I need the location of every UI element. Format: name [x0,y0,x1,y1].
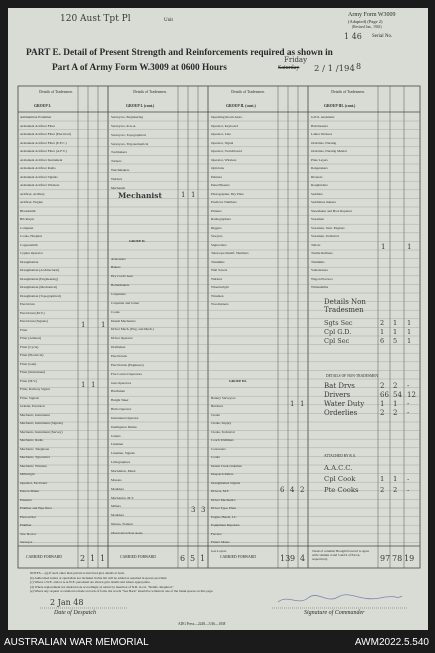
trade-row-label: Battery Surveyors [211,395,236,400]
trade-row-label: Valuationers [311,268,328,272]
elec-mv-we: 1 [81,321,86,329]
trade-row-label: Nurses, Trained [111,522,133,527]
trade-row-label: Coppersmith [20,242,38,247]
trade-row-label: Fire Control Operators [111,371,142,376]
trade-row-label: Wiremen [211,293,224,298]
carried-forward-value: 78 [392,554,403,563]
trade-row-label: Telescope Identif. Numbers [211,251,249,255]
entry-label: Drivers [324,391,351,399]
trade-row-label: Armament Artificer Fitter (Electrical) [20,132,72,136]
trade-row-label: Roughriders [311,183,328,187]
date-of-despatch-value: 2 Jan 48 [50,598,84,607]
carried-forward-value: 2 [80,554,86,563]
entry-label: A.A.C.C. [324,464,353,472]
trade-row-label: Mechanic, Instrument [20,412,50,417]
clerks-reinf: 1 [300,400,305,408]
trade-row-label: Predictor Numbers [211,200,237,204]
printer-line: ADG Press—2248—5/46—10M [178,622,226,626]
trade-row-label: Draughtsman (Mechanical) [20,285,58,289]
trade-row-label: Intelligence Duties [111,424,137,429]
trade-row-label: Storemen, Technical [311,234,339,238]
mechanist-posted: 1 [191,191,196,199]
trade-row-label: Instrument Operator [111,415,139,420]
trade-row-label: Bakers [111,265,121,270]
trade-row-label: Armament Artificer Wireless [20,183,60,187]
trade-row-label: Engine Hands, I.C. [211,514,237,519]
trade-row-label: Hairdressers [311,123,328,128]
entry-we: 2 [380,409,385,417]
trade-row-label: Linemen [111,442,124,447]
trade-row-label: Sawyers [211,234,223,238]
trade-row-label: Draughtsman (Engineering) [20,276,58,281]
totals-note: Totals of columns 'Brought forward' to agree with columns 4 and 5 and 6 of Part A, respectively. [312,549,370,561]
carried-forward-value: 4 [300,554,306,563]
trade-row-label: Mechanic, Typewriter [20,455,50,459]
mech-mt-posted: 3 [191,506,196,514]
col4-group-header: GROUP III. (cont.) [324,104,356,108]
entry-we: 2 [380,486,385,494]
drivers-mt-we: 6 [280,486,285,494]
trade-row-label: Plumber [20,523,32,527]
trade-row-label: Operator, Keyboard [211,123,238,128]
form-code: Army Form W3009 [348,12,396,18]
trade-row-label: G.P.O. Assistants [311,115,335,119]
entry-reinf: - [407,486,410,494]
note-line: NOTES.—(a) If such other than private is involved give details at back. [30,571,125,575]
storemen-tech-we: 1 [381,243,386,251]
trade-row-label: Carpenter and Joiner [111,300,140,305]
trade-row-label: Bricklayer [20,217,35,221]
entry-reinf: 1 [407,328,412,336]
trade-row-label: Armament Artificer Fitter (E.F.C.) [20,140,67,145]
trade-row-label: Saddletree makers [311,200,336,204]
form-page [8,8,428,630]
carried-forward-value: 5 [190,554,196,563]
trade-row-label: Opticians [211,166,224,170]
carried-forward-value: 1 [90,554,96,563]
trade-row-label: Mechanic, Telephone [20,446,50,451]
trade-row-label: Coach Trimmers [211,438,234,442]
note-line: (e) Where any request or relation is made on back of form, the words "See Back" should be written in one of the blank spaces on this page. [30,589,214,594]
trade-row-label: Operator, Line [211,132,231,136]
entry-posted: 5 [393,337,398,345]
trade-row-label: Photowriter [20,514,37,519]
drivers-mt-reinf: 2 [300,486,305,494]
archive-id: AWM2022.5.540 [354,637,429,648]
trade-row-label: Dental Clerk Orderlies [211,463,242,468]
trade-row-label: Fitter, Railway Signal [20,387,50,391]
trade-row-label: Millers [111,504,121,509]
trade-row-label: Observation Post Assts. [111,530,144,535]
trade-row-label: Operator, Switchboard [211,149,242,153]
trade-row-label: Riggers [211,225,222,230]
trade-row-label: Draughtsman (Architectural) [20,268,60,272]
entry-label: Bat Drvs [324,382,355,390]
trade-row-label: Driver Mechanics [211,497,236,502]
col4-details-header: Details of Tradesmen. [331,90,365,94]
details-non-trade-label: DETAILS OF NON-TRADESMEN [326,374,379,378]
trade-row-label: Shoemaker and Boot Repairer [311,208,352,213]
trade-row-label: Surveyor [20,540,33,544]
col3-group-header: GROUP II. (cont.) [226,104,256,108]
trade-row-label: Concreters [211,446,226,451]
serial-value: 1 46 [344,32,362,41]
trade-row-label: Orderlies, Nursing Mental [311,149,347,153]
form-code-revised: (Revised Jan., 1943) [352,25,382,29]
non-tradesmen-heading: Details Non Tradesmen [324,298,366,314]
entry-we: 2 [380,319,385,327]
carried-forward-value: 1 [200,554,206,563]
trade-row-label: Mechanic, Radio [20,438,44,442]
trade-row-label: Toolmakers [111,150,127,155]
trade-row-label: Tailors [311,242,321,247]
trade-row-label: Armament Artificer Instrument [20,157,63,162]
trade-row-label: Whitesmiths [311,285,329,289]
note-line: (c) Where a W.E. and/or A.A.W.E. personnel are shown give details and where appropriate. [30,580,151,585]
trade-row-label: Operator, Wireless [211,157,237,162]
trade-row-label: Cooks [211,455,220,459]
trade-row-label: Dry Cord's Asst. [111,274,134,279]
trade-row-label: Draughtsman [20,259,39,264]
entry-posted: 1 [393,328,398,336]
trade-row-label: Tinsmiths [311,259,325,264]
trade-row-label: GROUP II. [129,238,146,243]
trade-row-label: Fitter (Gun) [20,361,37,366]
trade-row-label: Draughtsman (Topographical) [20,293,61,298]
trade-row-label: Electrician (Signals) [20,319,48,323]
trade-row-label: Clerks, Supply [211,421,232,425]
entry-posted: 2 [393,382,398,390]
trade-row-label: Cypher Operator [20,251,43,255]
trade-row-label: Ammunition Examiner [20,115,52,119]
trade-row-label: Printers [211,208,222,213]
carried-forward-value: 13 [280,554,291,563]
trade-row-label: Fitters' Mates [211,540,230,544]
entry-reinf: - [407,475,410,483]
date-of-despatch-label: Date of Despatch [54,610,96,616]
entry-posted: 1 [393,400,398,408]
trade-row-label: Machinists, Metal [111,469,136,473]
trade-row-label: Hatchmen [111,389,125,394]
trade-row-label: GROUP III. [229,378,247,383]
serial-label: Serial No. [372,34,393,39]
trade-row-label: Orderlies, Nursing [311,140,337,145]
trade-row-label: Rangetakers [311,166,328,170]
entry-label: Cpl Cook [324,475,356,483]
entry-reinf: - [407,382,410,390]
trade-row-label: Masons [111,477,122,482]
elec-mv-reinf: 1 [101,321,106,329]
trade-row-label: Driver Mech. (Eng. and Mech.) [111,327,154,332]
date-value: 2 / 1 /194 [314,64,355,74]
trade-row-label: Plumber and Pipe-fitter [20,506,52,510]
carried-forward-3-label: CARRIED FORWARD [220,555,256,559]
trade-row-label: Woodturners [211,302,229,306]
trade-row-label: Storemen [311,217,324,221]
trade-row-label: Riveters [311,174,323,179]
date-year-suffix: 8 [356,62,362,71]
trade-row-label: Fitter (Cycle) [20,344,39,349]
trade-row-label: Surveyors, Engineering [111,115,144,119]
trade-row-label: Artificer, Engine [20,200,43,204]
trade-row-label: Fitter, Signals [20,395,39,400]
trade-row-label: Armament Artificer Radio [20,166,56,170]
entry-label: Cpl Sec [324,337,350,345]
trade-row-label: Fitter (Electrical) [20,353,44,357]
trade-row-label: Carpenters [111,292,126,296]
trade-row-label: Driver Type, Plant [211,506,237,510]
trade-row-label: Saddlers [311,191,323,196]
trade-row-label: Tinsmiths [211,259,225,264]
entry-reinf: - [407,409,410,417]
note-line: (b) Authorized trades or specialists not included in this list will be added as required in spaces provided. [30,575,168,580]
trade-row-label: Fitter (Armour) [20,336,42,340]
storemen-tech-reinf: 1 [407,243,412,251]
entry-posted: 1 [393,475,398,483]
trade-row-label: Armament Artificer Fitter (A.F.V.) [20,149,67,153]
trade-row-label: Electrician [20,302,35,306]
mechanist-we: 1 [181,191,186,199]
col3-details-header: Details of Tradesmen. [231,90,265,94]
trade-row-label: Plasterer [20,497,32,502]
trade-row-label: Turners [111,159,122,164]
entry-label: Orderlies [324,409,358,417]
carried-forward-value: 6 [180,554,186,563]
entry-we: 1 [380,475,385,483]
carried-forward-value: 1 [100,554,106,563]
trade-row-label: Panel Beaters [211,183,230,187]
trade-row-label: Clerks [211,412,220,417]
mech-mt-reinf: 3 [201,506,206,514]
trade-row-label: Drivers, M.T. [211,489,230,493]
attached-ra-label: ATTACHED BY R.A. [324,454,357,458]
trade-row-label: Signwriters [211,242,227,247]
entry-posted: 1 [393,319,398,327]
trade-row-label: Boilermakers [111,283,130,288]
entry-reinf: - [407,400,410,408]
trade-row-label: Cooks [111,309,120,314]
trade-row-label: Mechanic, Instrument (Survey) [20,429,63,434]
carried-forward-value: 9 [290,554,296,563]
trade-row-label: Operator, Signal [211,140,234,145]
trade-row-label: Draughtsmen Signals [211,480,241,485]
carried-forward-value: 19 [404,554,415,563]
trade-row-label: Moulders [111,486,124,491]
trade-row-label: Electrician (M.V.) [20,310,45,315]
trade-row-label: Operator, Excavator [20,480,48,485]
trade-row-label: Driver Operator [111,336,133,341]
trade-row-label: Photographer, Dry Plate [211,191,244,196]
trade-row-label: Computer [20,225,34,230]
trade-row-label: Grinder, Precision [20,404,45,408]
trade-row-label: Painters [211,174,222,179]
trade-row-label: Fitter (M.V.) [20,378,38,383]
trade-row-label: Helio Operator [111,407,132,412]
archive-caption-bar [0,632,435,653]
trade-row-label: Electricians [111,353,128,358]
trade-row-label: Wheelwright [211,285,229,289]
trade-row-label: Dental Mechanics [111,318,136,323]
entry-we: 1 [380,328,385,336]
trade-row-label: Mechanic, Wireless [20,463,47,468]
trade-row-label: Plate Layers [311,157,328,162]
trade-row-label: Lithographers [111,460,131,465]
trade-row-label: Equipment Repairers [211,523,240,527]
entry-we: 1 [380,400,385,408]
entry-label: Pte Cooks [324,486,359,494]
entry-label: Water Duty [324,400,365,408]
drivers-mt-posted: 4 [290,486,295,494]
trade-row-label: Blacksmith [20,208,36,213]
entry-we: 6 [380,337,385,345]
col1-details-header: Details of Tradesmen. [39,90,73,94]
unit-label: Unit [164,18,173,23]
trade-row-label: Lather Workers [311,132,333,136]
trade-row-label: Pattern Maker [20,489,40,493]
entry-reinf: 1 [407,319,412,327]
trade-row-label: Surveyors, R.A.A. [111,123,137,128]
entry-posted: 2 [393,409,398,417]
unit-handwritten: 120 Aust Tpt Pl [60,14,131,24]
col2-details-header: Details of Tradesmen. [133,90,167,94]
entry-posted: 2 [393,486,398,494]
trade-row-label: Radiographers [211,217,231,221]
trade-row-label: Saw Doctor [20,531,37,536]
trade-row-label: Gas Layers [211,548,227,553]
carried-forward-1-label: CARRIED FORWARD [26,555,62,559]
trade-row-label: Surveyors, Topographical [111,132,146,137]
trade-row-label: Gun Operators [111,380,132,385]
trade-row-label: Mechanic, Instrument (Signals) [20,421,63,425]
col2-group-header: GROUP I. (cont.) [126,104,155,108]
carried-forward-value: 97 [380,554,391,563]
archive-name: AUSTRALIAN WAR MEMORIAL [4,637,149,648]
trade-row-label: Textile Refiners [311,251,333,255]
mechanist-entry: Mechanist [118,191,162,200]
entry-reinf: 12 [407,391,416,399]
carried-forward-2-label: CARRIED FORWARD [120,555,156,559]
trade-row-label: Armourers [111,256,126,261]
day-word: Friday [284,56,308,64]
trade-row-label: Farriers [211,531,222,536]
trade-row-label: Mechanist [111,185,126,190]
trade-row-label: Watchmakers [111,168,130,173]
trade-row-label: Welders [211,276,223,281]
trade-row-label: Despatch Riders [211,472,234,476]
trade-row-label: Operating Room Assts. [211,115,243,119]
struck-day: Saturday [278,65,300,71]
trade-row-label: Millwright [20,472,35,476]
part-title-line-1: PART E. Detail of Present Strength and Reinforcements required as shown in [26,48,333,58]
fitter-mv-posted: 1 [91,381,96,389]
trade-row-label: Draftsmen [111,345,126,350]
entry-reinf: 1 [407,337,412,345]
trade-row-label: Wall Savers [211,268,228,272]
trade-row-label: Height Taker [111,398,129,403]
entry-label: Sgts Sec [324,319,353,327]
trade-row-label: Welders [111,176,123,181]
trade-row-label: Moulders [111,513,124,518]
trade-row-label: Electricians (Engineers) [111,362,144,367]
signature-label: Signature of Commander [304,610,365,616]
trade-row-label: Surveyors, Trigonometrical [111,141,149,146]
form-code-adapted: (Adapted) (Page 2) [348,19,383,24]
trade-row-label: Mechanics, M.T. [111,495,134,500]
col1-group-header: GROUP I. [34,104,51,108]
trade-row-label: Cooks, Hospital [20,234,42,238]
trade-row-label: Artificer, Artillery [20,191,45,196]
clerks-posted: 1 [290,400,295,408]
part-title-line-2: Part A of Army Form W.3009 at 0600 Hours [52,63,227,73]
entry-label: Cpl G.D. [324,328,352,336]
entry-we: 2 [380,382,385,390]
entry-posted: 54 [393,391,402,399]
trade-row-label: Butchers [211,404,224,408]
trade-row-label: Armament Artificer Fitter [20,123,56,128]
fitter-mv-we: 1 [81,381,86,389]
trade-row-label: Armament Artificer Signals [20,174,58,179]
trade-row-label: Fitter [20,327,28,332]
trade-row-label: Storemen, Statt. Engines [311,225,345,230]
trade-row-label: Clerks, Technical [211,429,235,434]
trade-row-label: Linemen, Signals [111,451,135,456]
trade-row-label: Joiners [111,433,121,438]
note-line: (d) Where replacement not desired note accordingly as return by insertion of N.R. in col. "Reinfs. Required." [30,584,174,589]
trade-row-label: Wagon Erectors [311,276,333,281]
trade-row-label: Fitter (Instrument) [20,370,46,374]
entry-we: 66 [380,391,389,399]
